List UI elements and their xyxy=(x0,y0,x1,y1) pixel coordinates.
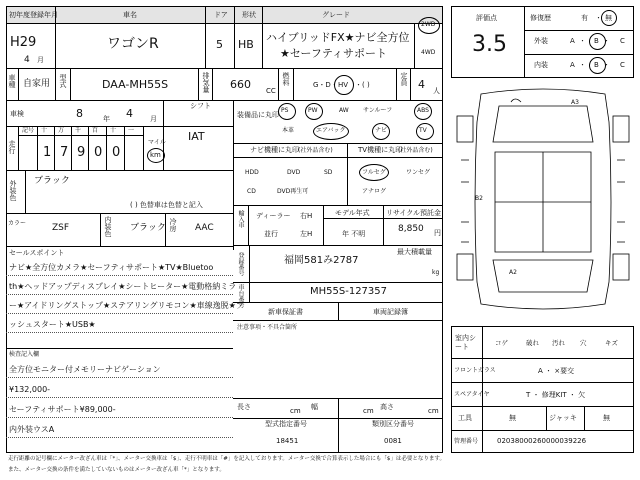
navi-title: ナビ機種に丸印 xyxy=(250,146,299,154)
mileage-digit: 1 xyxy=(43,145,52,160)
sales-rule xyxy=(6,313,233,314)
mileage-header-3: 千 xyxy=(75,127,82,134)
repair-yes: 有 xyxy=(581,14,588,22)
color-code-label: カラー xyxy=(8,220,27,227)
class-value: 0081 xyxy=(384,437,402,445)
score: 3.5 xyxy=(472,32,507,57)
fuel-extra: ・( ) xyxy=(355,81,370,89)
displacement-unit: CC xyxy=(266,87,276,95)
diagram-mark: A3 xyxy=(571,99,579,106)
recycle-label: リサイクル預託金 xyxy=(386,209,442,217)
exterior-label: 外装色 xyxy=(9,180,17,201)
jack-label: ジャッキ xyxy=(549,414,577,422)
tv-item: フルセグ xyxy=(362,169,386,176)
max-load-unit: kg xyxy=(432,269,440,276)
model-year-value: 年 不明 xyxy=(342,230,366,238)
ac-label: 冷房 xyxy=(169,218,177,232)
navi-item: SD xyxy=(324,169,333,176)
interior-grade-A: A xyxy=(570,61,575,69)
exterior-grade-B: B xyxy=(594,37,599,45)
tv-item: ワンセグ xyxy=(406,169,431,176)
height-label: 高さ xyxy=(380,403,394,411)
import-parallel: 並行 xyxy=(264,230,278,238)
repair-label: 修復歴 xyxy=(530,14,551,22)
door-label: ドア xyxy=(214,11,228,19)
inspector-line: セーフティサポート¥89,000- xyxy=(9,405,116,414)
interior-color: ブラック xyxy=(130,223,166,233)
tv-title: TV機種に丸印 xyxy=(358,146,403,154)
grade-label: グレード xyxy=(322,11,350,19)
drive-2wd: 2WD xyxy=(421,21,436,28)
fuel-options: G・D・ xyxy=(313,81,338,89)
shift: IAT xyxy=(188,130,205,143)
spare-value: T ・ 修理KIT ・ 欠 xyxy=(526,391,586,399)
interior-grade-C: C xyxy=(620,61,625,69)
displacement: 660 xyxy=(230,78,251,91)
sales-line: ッシュスタート★USB★ xyxy=(9,320,96,329)
usage: 自家用 xyxy=(23,79,51,89)
diagram-mark: B2 xyxy=(475,195,483,202)
mileage-digit: 0 xyxy=(94,145,103,160)
recycle-unit: 円 xyxy=(434,229,441,237)
mgmt-value: 02038000260000039226 xyxy=(497,437,587,445)
mileage-header-2: 万 xyxy=(58,127,65,134)
exterior-grade-sep: ・ xyxy=(603,37,610,45)
first-reg-month-unit: 月 xyxy=(37,56,44,64)
color-code: ZSF xyxy=(52,223,70,233)
inspection-month-unit: 月 xyxy=(150,115,157,123)
seat-item: コゲ xyxy=(495,339,508,347)
mileage-divider xyxy=(143,126,144,170)
model-year-label: モデル年式 xyxy=(335,209,370,217)
seat-item: 汚れ xyxy=(552,339,565,347)
width-unit: cm xyxy=(363,407,374,415)
inspector-rule xyxy=(6,417,233,418)
capacity-unit: 人 xyxy=(433,87,440,95)
interior-grade-B: B xyxy=(594,61,599,69)
grade-line2: ★セーフティサポート xyxy=(280,47,387,60)
exterior-note: ( ) 色替車は色替と記入 xyxy=(130,201,203,209)
seat-label: 室内シート xyxy=(455,334,476,352)
mileage-header-1: 十 xyxy=(41,127,48,134)
inspector-label: 検査記入欄 xyxy=(9,351,40,358)
shape-label: 形状 xyxy=(242,11,256,19)
interior-color-label: 内装色 xyxy=(104,216,112,237)
record-book: 車両記録簿 xyxy=(373,308,408,316)
capacity-label: 定員 xyxy=(400,72,408,86)
jack-value: 無 xyxy=(603,414,610,422)
registration-value: 福岡581み2787 xyxy=(284,255,359,266)
mileage-header-5: 十 xyxy=(110,127,117,134)
mileage-unit-mile: マイル xyxy=(148,139,166,146)
capacity: 4 xyxy=(418,78,425,91)
inspector-line: 内外装ウスA xyxy=(9,425,55,434)
mileage-divider xyxy=(54,126,55,170)
drive-4wd: 4WD xyxy=(421,49,436,56)
mileage-digit: 0 xyxy=(112,145,121,160)
mileage-digit: 9 xyxy=(77,145,86,160)
max-load-label: 最大積載量 xyxy=(397,248,432,256)
sales-line: th★ヘッドアップディスプレイ★シートヒーター★電動格納ミラ xyxy=(9,282,237,291)
inspector-line: ¥132,000- xyxy=(9,385,51,394)
height-unit: cm xyxy=(428,407,439,415)
footer-line2: また、メーター交換の条件を満たしていないものはメーター改ざん車「*」となります。 xyxy=(8,467,225,473)
equip-item: PS xyxy=(281,107,289,114)
inspector-line: 全方位モニター付メモリーナビゲーション xyxy=(9,365,161,374)
displacement-label: 排気量 xyxy=(202,72,210,93)
tv-sub: (社外品含む) xyxy=(398,147,433,154)
mileage-label: 走行 xyxy=(8,140,16,154)
import-dealer: ディーラー xyxy=(256,212,291,220)
sales-line: ナビ★全方位カメラ★セーフティサポート★TV★Bluetoo xyxy=(9,263,214,272)
mileage-divider xyxy=(37,126,38,170)
seat-item: 破れ xyxy=(526,339,539,347)
inspector-rule xyxy=(6,437,233,438)
inspector-rule xyxy=(6,377,233,378)
seat-item: 穴 xyxy=(580,339,587,347)
sales-rule xyxy=(6,275,233,276)
repair-sep: ・ xyxy=(595,14,602,22)
mileage-divider xyxy=(106,126,107,170)
recycle-value: 8,850 xyxy=(398,224,424,234)
interior-grade-sep: ・ xyxy=(603,61,610,69)
ac: AAC xyxy=(195,223,214,233)
navi-sub: (社外品含む) xyxy=(298,147,333,154)
inspection-label: 車検 xyxy=(10,110,24,118)
new-car-warranty: 新車保証書 xyxy=(268,308,303,316)
width-label: 幅 xyxy=(311,403,318,411)
inspector-rule xyxy=(6,397,233,398)
seat-item: キズ xyxy=(605,339,618,347)
mileage-divider xyxy=(71,126,72,170)
score-label: 評価点 xyxy=(476,14,497,22)
sales-point-label: セールスポイント xyxy=(9,249,65,257)
interior-grade-sep: ・ xyxy=(579,61,586,69)
equip-item: AW xyxy=(339,107,349,114)
mgmt-label: 管理番号 xyxy=(454,438,479,445)
doors: 5 xyxy=(216,38,223,51)
navi-item: CD xyxy=(247,188,256,195)
tools-value: 無 xyxy=(509,414,516,422)
interior-grade-label: 内装 xyxy=(534,61,548,69)
class-label: 類別区分番号 xyxy=(372,420,414,428)
exterior-grade-C: C xyxy=(620,37,625,45)
tools-label: 工具 xyxy=(458,414,472,422)
main-sheet xyxy=(6,6,443,453)
equip-item: TV xyxy=(419,127,427,134)
import-left: 左H xyxy=(300,230,313,238)
navi-item: DVD xyxy=(287,169,301,176)
mileage-digit: 7 xyxy=(60,145,69,160)
registration-label: 登録番号 xyxy=(237,252,244,276)
inspection-year-unit: 年 xyxy=(103,115,110,123)
shift-label: シフト xyxy=(190,102,211,110)
fuel-label: 燃料 xyxy=(282,72,290,86)
navi-item: HDD xyxy=(245,169,259,176)
first-reg-label: 初年度登録年月 xyxy=(9,11,58,19)
car-name: ワゴンR xyxy=(107,36,159,52)
car-diagram xyxy=(451,82,634,317)
exterior-grade-sep: ・ xyxy=(579,37,586,45)
sales-rule xyxy=(6,332,233,333)
exterior-grade-label: 外装 xyxy=(534,37,548,45)
grade-line1: ハイブリッドFX★ナビ全方位 xyxy=(266,31,410,44)
first-reg-month: 4 xyxy=(24,55,30,65)
windshield-value: A ・ ×要交 xyxy=(538,367,575,375)
inspection-year: 8 xyxy=(76,107,83,120)
repair-no: 無 xyxy=(605,14,612,22)
equip-item: PW xyxy=(308,107,318,114)
model-label: 型式 xyxy=(59,74,67,88)
first-reg-era: H29 xyxy=(10,35,37,50)
exterior-color: ブラック xyxy=(34,176,70,186)
chassis-label: 車台番号 xyxy=(237,284,244,308)
length-unit: cm xyxy=(290,407,301,415)
mileage-divider xyxy=(124,126,125,170)
type-spec: 18451 xyxy=(276,437,299,445)
import-label: 輸入車 xyxy=(237,210,244,228)
length-label: 長さ xyxy=(237,403,251,411)
windshield-label: フロントガラス xyxy=(454,367,496,374)
equip-item: サンルーフ xyxy=(363,107,393,114)
mileage-header-4: 百 xyxy=(92,127,99,134)
import-right: 右H xyxy=(300,212,313,220)
equip-item: ナビ xyxy=(375,127,388,134)
equipment-title: 装備品に丸印 xyxy=(237,111,279,119)
tv-item: アナログ xyxy=(362,188,387,195)
shape: HB xyxy=(238,38,254,51)
mileage-unit-km: km xyxy=(150,151,161,159)
footer-line1: 走行距離の記号欄にメーター改ざん車は「*」、メーター交換車は「$」、走行不明車は「#」を記入しております。メーター交換で合算表示した場合にも「$」は必要となります。 xyxy=(8,456,445,462)
mileage-divider xyxy=(88,126,89,170)
fuel-selected: HV xyxy=(338,81,349,89)
equip-item: ABS xyxy=(417,107,429,114)
mileage-header-0: 記号 xyxy=(22,127,35,134)
equip-item: エアバック xyxy=(316,127,346,134)
sales-rule xyxy=(6,294,233,295)
inspection-month: 4 xyxy=(126,107,133,120)
type-spec-label: 型式指定番号 xyxy=(265,420,307,428)
model: DAA-MH55S xyxy=(102,78,169,91)
exterior-grade-A: A xyxy=(570,37,575,45)
sales-line: ー★アイドリングストップ★ステアリングリモコン★車線逸脱★プ xyxy=(9,301,244,310)
navi-item: DVD再生可 xyxy=(277,188,309,195)
equip-item: 本革 xyxy=(282,127,295,134)
diagram-mark: A2 xyxy=(509,269,517,276)
vehicle-use-label: 車種 xyxy=(8,74,16,88)
car-name-label: 車名 xyxy=(123,11,137,19)
chassis-value: MH55S-127357 xyxy=(310,286,388,297)
spare-label: スペアタイヤ xyxy=(454,391,490,398)
mileage-header-6: 一 xyxy=(128,127,135,134)
caution-label: 注意事項・不具合箇所 xyxy=(237,324,298,331)
